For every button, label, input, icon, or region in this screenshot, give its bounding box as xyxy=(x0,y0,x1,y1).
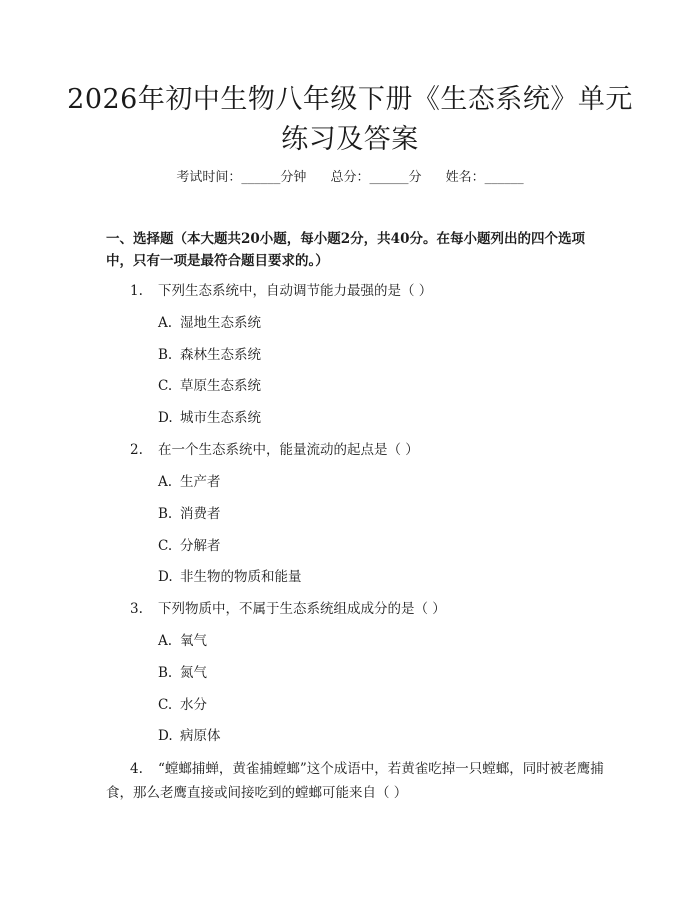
page-title: 2026年初中生物八年级下册《生态系统》单元练习及答案 xyxy=(67,84,633,155)
question-number: 2. xyxy=(130,442,143,458)
option-3b xyxy=(158,662,207,684)
option-letter: D. xyxy=(158,569,173,585)
option-text: 城市生态系统 xyxy=(180,410,261,426)
option-2d xyxy=(158,566,302,588)
option-text: 草原生态系统 xyxy=(180,378,261,394)
option-2b xyxy=(158,503,221,525)
question-number: 4. xyxy=(130,761,143,777)
option-2a xyxy=(158,471,221,493)
exam-time: 考试时间：______分钟 xyxy=(176,170,307,185)
option-text: 氧气 xyxy=(180,633,207,649)
option-letter: B. xyxy=(158,665,173,681)
option-letter: A. xyxy=(158,474,173,490)
question-3 xyxy=(130,598,604,620)
option-3a xyxy=(158,630,207,652)
option-1d xyxy=(158,407,261,429)
option-letter: A. xyxy=(158,633,173,649)
option-text: 非生物的物质和能量 xyxy=(180,569,302,585)
option-text: 湿地生态系统 xyxy=(180,315,261,331)
exam-name: 姓名：______ xyxy=(445,170,524,185)
question-number: 1. xyxy=(130,283,143,299)
option-text: 生产者 xyxy=(180,474,221,490)
exam-total-score: 总分：______分 xyxy=(330,170,422,185)
question-text: 在一个生态系统中，能量流动的起点是（ ） xyxy=(158,442,419,458)
question-text: 下列生态系统中，自动调节能力最强的是（ ） xyxy=(158,283,433,299)
option-text: 消费者 xyxy=(180,506,221,522)
option-letter: B. xyxy=(158,506,173,522)
option-letter: B. xyxy=(158,347,173,363)
option-1a xyxy=(158,312,261,334)
section-header-multiple-choice: 一、选择题（本大题共20小题，每小题2分，共40分。在每小题列出的四个选项中，只有一项是最符合题目要求的。） xyxy=(106,231,585,269)
question-1 xyxy=(130,280,604,302)
option-3d xyxy=(158,725,221,747)
question-text: 下列物质中，不属于生态系统组成成分的是（ ） xyxy=(158,601,446,617)
option-letter: D. xyxy=(158,728,173,744)
option-3c xyxy=(158,694,207,716)
option-1c xyxy=(158,375,261,397)
option-text: 分解者 xyxy=(180,538,221,554)
option-text: 水分 xyxy=(180,697,207,713)
option-letter: D. xyxy=(158,410,173,426)
question-number: 3. xyxy=(130,601,143,617)
option-letter: C. xyxy=(158,697,173,713)
option-1b xyxy=(158,344,261,366)
option-2c xyxy=(158,535,221,557)
option-letter: A. xyxy=(158,315,173,331)
option-text: 病原体 xyxy=(180,728,221,744)
question-2 xyxy=(130,439,604,461)
question-text: “螳螂捕蝉，黄雀捕螳螂”这个成语中，若黄雀吃掉一只螳螂，同时被老鹰捕食，那么老鹰直接或间接吃到的螳螂可能来自（ ） xyxy=(106,761,604,801)
option-letter: C. xyxy=(158,378,173,394)
option-text: 森林生态系统 xyxy=(180,347,261,363)
option-letter: C. xyxy=(158,538,173,554)
question-4 xyxy=(106,757,604,805)
option-text: 氮气 xyxy=(180,665,207,681)
exam-info xyxy=(0,168,700,188)
